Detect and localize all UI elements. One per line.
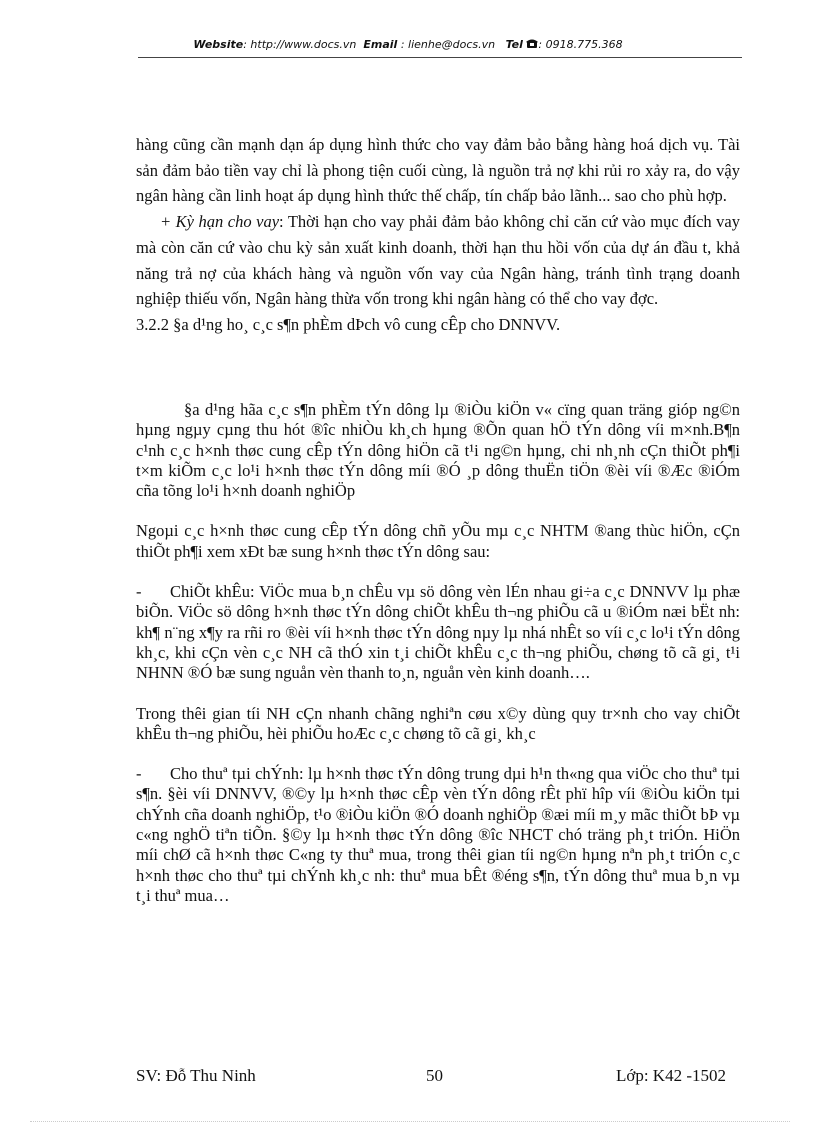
- paragraph-additional-forms: Ngoµi c¸c h×nh thøc cung cÊp tÝn dông chñ yÕu mµ c¸c NHTM ®ang thùc hiÖn, cÇn thiÕt ph¶i xem xÐt bæ sung h×nh thøc tÝn dông sau:: [136, 521, 740, 561]
- header-divider: [138, 57, 742, 58]
- bullet: -: [136, 764, 142, 784]
- list-item-discount: - ChiÕt khÊu: ViÖc mua b¸n chÊu vµ sö dông vèn lÉn nhau gi÷a c¸c DNNVV lµ phæ biÕn. ViÖc sö dông h×nh thøc tÝn dông chiÕt khÊu th¬ng phiÕu cã u ®iÓm næi bËt nh: kh¶ n¨ng x¶y ra rñi ro ®èi víi h×nh thøc tÝn dông nµy lµ nhá nhÊt so víi c¸c lo¹i tÝn dông kh¸c, khi cÇn vèn c¸c NH cã thÓ xin t¸i chiÕt khÊu c¸c th¬ng phiÕu, chøng tõ cã gi¸ t¹i NHNN ®Ó bæ sung nguån vèn thanh to¸n, nguån vèn kinh doanh….: [136, 582, 740, 683]
- page-number: 50: [426, 1066, 443, 1085]
- legacy-encoded-text: [136, 400, 740, 906]
- section-heading: 3.2.2 §a d¹ng ho¸ c¸c s¶n phÈm dÞch vô cung cÊp cho DNNVV.: [136, 314, 561, 334]
- body-text: [136, 132, 740, 338]
- page-header: [0, 38, 816, 52]
- email-label: Email: [363, 38, 398, 51]
- paragraph-collateral: hàng cũng cần mạnh dạn áp dụng hình thức cho vay đảm bảo bằng hàng hoá dịch vụ. Tài sản đảm bảo tiền vay chỉ là phong tiện cuối cùng, là nguồn trả nợ khi rủi ro xảy ra, do vậy ngân hàng cần linh hoạt áp dụng hình thức thế chấp, tín chấp bảo lãnh... sao cho phù hợp.: [136, 135, 740, 206]
- paragraph-loan-term: [136, 209, 740, 312]
- website-value: : http://www.docs.vn: [243, 38, 357, 51]
- list-item-leasing: - Cho thuª tµi chÝnh: lµ h×nh thøc tÝn dông trung dµi h¹n th«ng qua viÖc cho thuª tµi s¶n. §èi víi DNNVV, ®©y lµ h×nh thøc cÊp vèn tÝn dông rÊt phï hîp víi ®iÒu kiÖn tµi chÝnh cña doanh nghiÖp, t¹o ®iÒu kiÖn ®Ó doanh nghiÖp ®æi míi m¸y mãc thiÕt bÞ vµ c«ng nghÖ tiªn tiÕn. §©y lµ h×nh thøc tÝn dông ®îc NHCT chó träng ph¸t triÓn. HiÖn míi chØ cã h×nh thøc C«ng ty thuª mua, trong thêi gian tíi ng©n hµng nªn ph¸t triÓn c¸c h×nh thøc cho thuª tµi chÝnh kh¸c nh: thuª mua bÊt ®éng s¶n, tÝn dông thuª mua b¸n vµ t¸i thuª mua…: [136, 764, 740, 905]
- tel-label: Tel: [505, 38, 523, 51]
- student-name: SV: Đỗ Thu Ninh: [136, 1066, 256, 1085]
- website-label: Website: [193, 38, 244, 51]
- phone-icon: [526, 38, 538, 52]
- loan-term-text: : Thời hạn cho vay phải đảm bảo không chỉ căn cứ vào mục đích vay mà còn căn cứ vào chu kỳ sản xuất kinh doanh, thời hạn thu hồi vốn của dự án đầu t, khả năng trả nợ của khách hàng và nguồn vốn vay của Ngân hàng, tránh tình trạng doanh nghiệp thiếu vốn, Ngân hàng thừa vốn trong khi ngân hàng có thể cho vay đợc.: [136, 212, 740, 309]
- paragraph-discount-plan: Trong thêi gian tíi NH cÇn nhanh chãng nghiªn cøu x©y dùng quy tr×nh cho vay chiÕt khÊu th¬ng phiÕu, hèi phiÕu hoÆc c¸c chøng tõ cã gi¸ kh¸c: [136, 703, 740, 743]
- email-value: : lienhe@docs.vn: [400, 38, 496, 51]
- loan-term-label: + Kỳ hạn cho vay: [160, 212, 280, 232]
- tel-value: : 0918.775.368: [538, 38, 623, 51]
- class-code: Lớp: K42 -1502: [615, 1066, 726, 1085]
- bottom-border: [30, 1121, 790, 1122]
- page-footer: [136, 1066, 740, 1090]
- bullet: -: [136, 582, 142, 602]
- paragraph-diversify: §a d¹ng hãa c¸c s¶n phÈm tÝn dông lµ ®iÒu kiÖn v« cïng quan träng gióp ng©n hµng ngµy cµng thu hót ®îc nhiÒu kh¸ch hµng ®Õn quan hÖ tÝn dông víi m×nh.B¶n c¹nh c¸c h×nh thøc cung cÊp tÝn dông hiÖn cã t¹i ng©n hµng, chi nh¸nh cÇn thiÕt ph¶i t×m kiÕm c¸c lo¹i h×nh thøc tÝn dông míi ®Ó ¸p dông thuËn tiÖn ®èi víi ®Æc ®iÓm cña tõng lo¹i h×nh doanh nghiÖp: [136, 400, 740, 501]
